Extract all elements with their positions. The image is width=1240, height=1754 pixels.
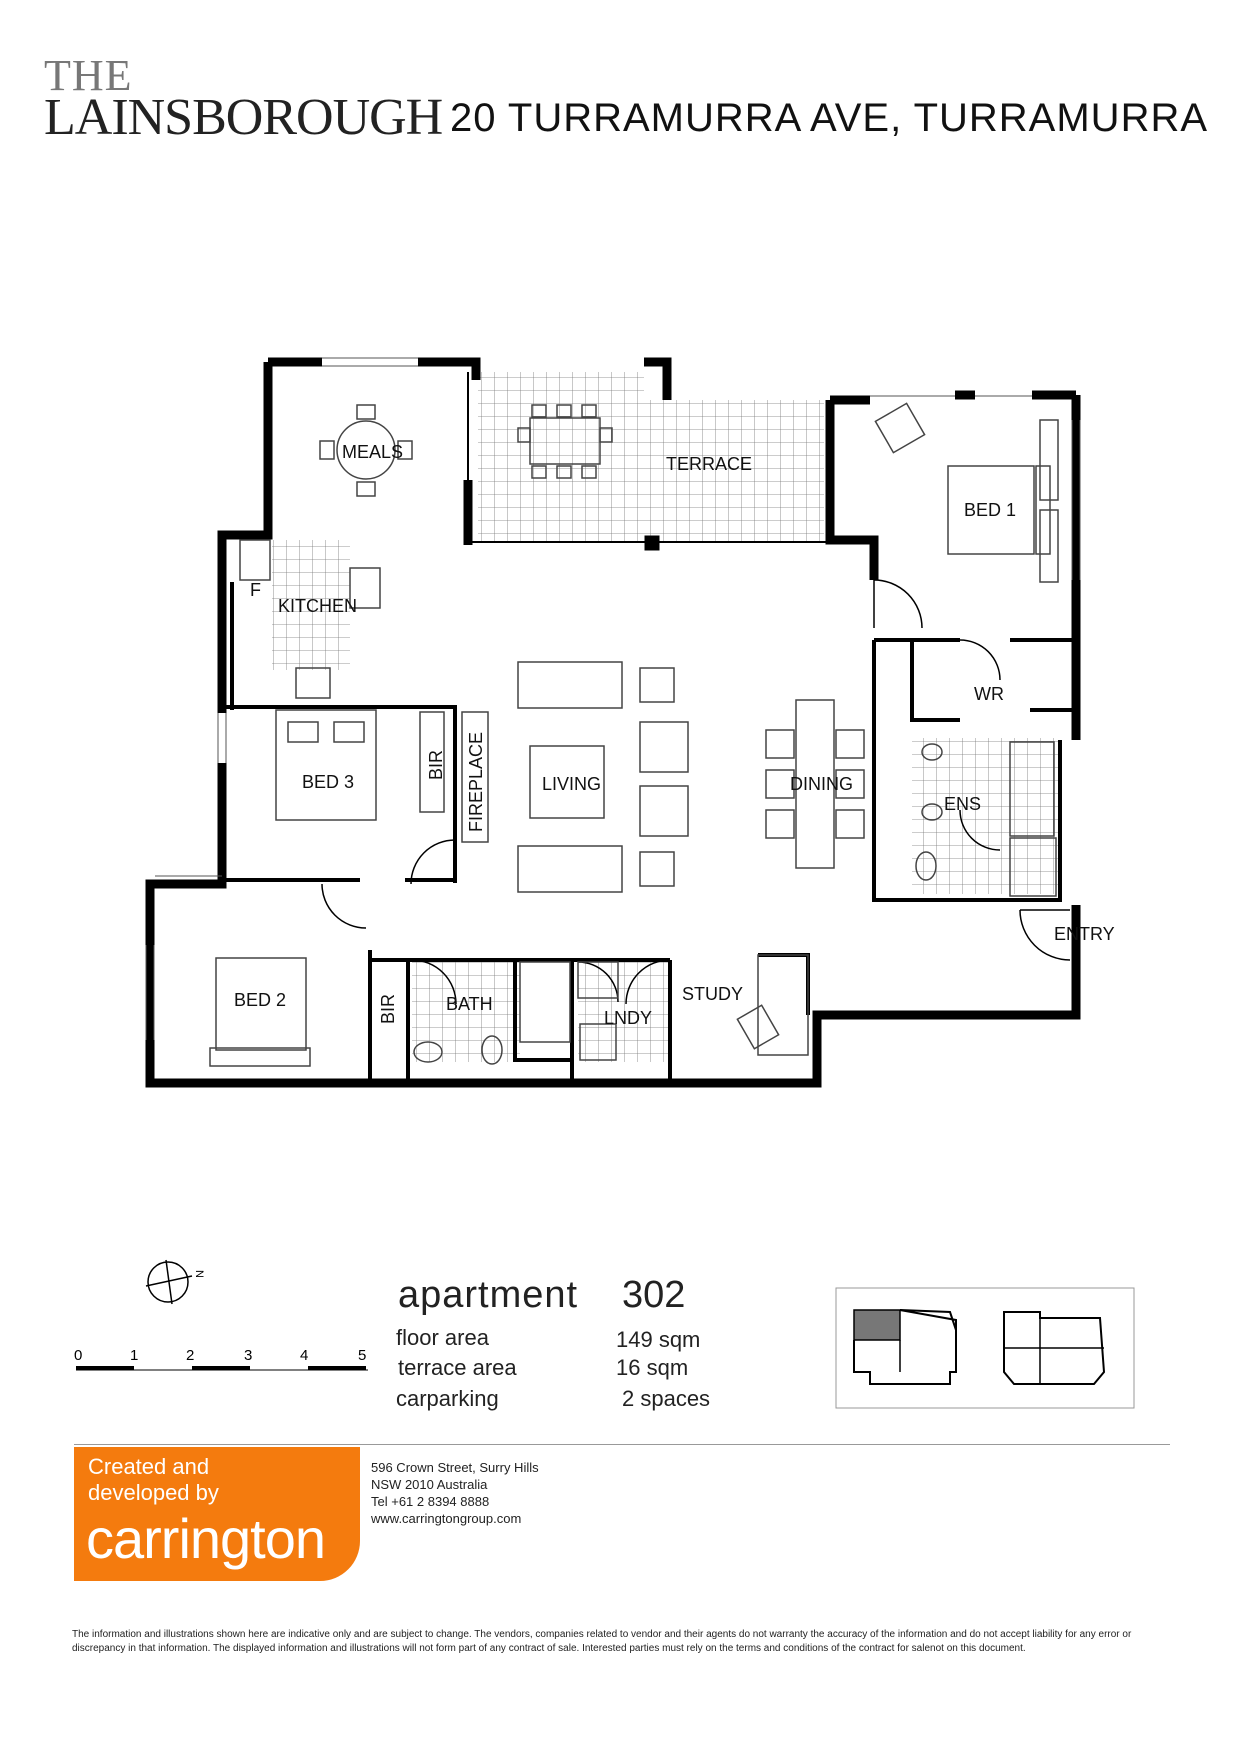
spec-value: 16 sqm bbox=[616, 1355, 689, 1380]
entry-label: ENTRY bbox=[1054, 924, 1115, 944]
contact-phone: Tel +61 2 8394 8888 bbox=[371, 1494, 490, 1509]
scale-tick: 2 bbox=[186, 1347, 195, 1364]
contact-address: 596 Crown Street, Surry Hills bbox=[371, 1460, 539, 1475]
address-title: 20 TURRAMURRA AVE, TURRAMURRA bbox=[450, 96, 1209, 140]
scale-tick: 3 bbox=[244, 1347, 253, 1364]
lndy-label: LNDY bbox=[604, 1008, 653, 1028]
ens-label: ENS bbox=[944, 794, 982, 814]
scale-tick: 4 bbox=[300, 1347, 309, 1364]
bed1-label: BED 1 bbox=[964, 500, 1017, 520]
contact-city: NSW 2010 Australia bbox=[371, 1477, 488, 1492]
spec-label: floor area bbox=[396, 1325, 489, 1350]
terrace-label: TERRACE bbox=[666, 454, 753, 474]
bath-label: BATH bbox=[446, 994, 493, 1014]
brand-name-text: LAINSBOROUGH bbox=[44, 89, 443, 146]
spec-value: 149 sqm bbox=[616, 1327, 701, 1352]
compass-icon bbox=[146, 1260, 205, 1304]
disclaimer-text: The information and illustrations shown here are indicative only and are subject to change. The vendors, companies related to vendor and their agents do not warranty the accuracy of the information and do not accept liability for any error or discrepancy in that information. The displayed information and illustrations will not form part of any contract of sale. Interested parties must rely on the terms and conditions of the contract for salenot on this document. bbox=[72, 1629, 1132, 1654]
logo-wordmark: carrington bbox=[86, 1507, 326, 1570]
north-label: N bbox=[193, 1270, 205, 1278]
bed3-label: BED 3 bbox=[302, 772, 355, 792]
bir-bed2-label: BIR bbox=[378, 993, 398, 1024]
wr-label: WR bbox=[974, 684, 1004, 704]
bed2-label: BED 2 bbox=[234, 990, 287, 1010]
dining-label: DINING bbox=[790, 774, 853, 794]
spec-label: terrace area bbox=[398, 1355, 517, 1380]
scale-bar bbox=[74, 1347, 368, 1370]
scale-tick: 0 bbox=[74, 1347, 83, 1364]
contact-website[interactable]: www.carringtongroup.com bbox=[371, 1511, 522, 1526]
ensuite-tiles bbox=[912, 738, 1060, 894]
meals-label: MEALS bbox=[342, 442, 404, 462]
fireplace-label: FIREPLACE bbox=[466, 731, 486, 832]
spec-value: 2 spaces bbox=[622, 1386, 711, 1411]
kitchen-label: KITCHEN bbox=[278, 596, 358, 616]
scale-tick: 5 bbox=[358, 1347, 367, 1364]
scale-tick: 1 bbox=[130, 1347, 139, 1364]
fridge-label: F bbox=[250, 580, 261, 600]
terrace-tiles bbox=[478, 372, 644, 542]
bir-bed3-label: BIR bbox=[426, 749, 446, 780]
living-label: LIVING bbox=[542, 774, 602, 794]
study-label: STUDY bbox=[682, 984, 744, 1004]
apartment-number: 302 bbox=[622, 1274, 686, 1316]
brand-the-text: THE bbox=[44, 51, 133, 100]
key-plan bbox=[836, 1288, 1134, 1408]
spec-label: carparking bbox=[396, 1386, 499, 1411]
divider bbox=[74, 1444, 1170, 1445]
apartment-word: apartment bbox=[398, 1274, 579, 1316]
logo-line2: developed by bbox=[88, 1480, 219, 1505]
logo-line1: Created and bbox=[88, 1454, 210, 1479]
